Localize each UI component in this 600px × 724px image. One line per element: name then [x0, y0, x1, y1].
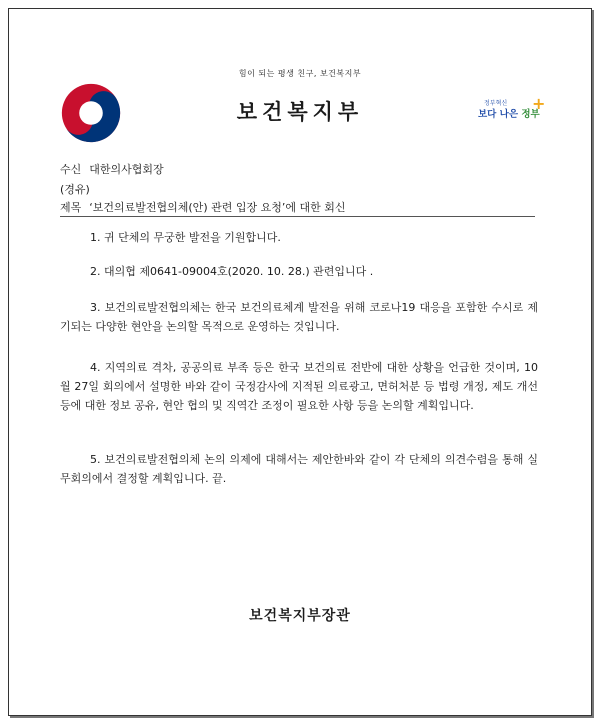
- subject-line: [60, 199, 345, 215]
- plus-icon: +: [532, 94, 546, 113]
- paragraph-4: 4. 지역의료 격차, 공공의료 부족 등은 한국 보건의료 전반에 대한 상황을 언급한 것이며, 10월 27일 회의에서 설명한 바와 같이 국정감사에 지적된 의료광고, 면허처분 등 법령 개정, 제도 개선 등에 대한 정보 공유, 현안 협의 및 직역간 조정이 필요한 사항 등을 논의할 계획입니다.: [60, 361, 538, 412]
- paragraph-5: 5. 보건의료발전협의체 논의 의제에 대해서는 제안한바와 같이 각 단체의 의견수렴을 통해 실무회의에서 결정할 계획입니다. 끝.: [60, 453, 538, 485]
- gov-slogan-main-part2: 정부: [521, 109, 540, 120]
- subject-value: ‘보건의료발전협의체(안) 관련 입장 요청’에 대한 회신: [89, 201, 346, 214]
- ministry-name: 보건복지부: [236, 100, 364, 124]
- via-line: (경유): [60, 183, 90, 196]
- subject-label: 제목: [60, 201, 82, 214]
- gov-slogan-main-part1: 보다 나은: [478, 109, 519, 120]
- signature: 보건복지부장관: [249, 608, 351, 624]
- paragraph-3: 3. 보건의료발전협의체는 한국 보건의료체계 발전을 위해 코로나19 대응을 포함한 수시로 제기되는 다양한 현안을 논의할 목적으로 운영하는 것입니다.: [60, 301, 538, 333]
- gov-slogan-main: [478, 106, 540, 120]
- paragraph-1: 1. 귀 단체의 무궁한 발전을 기원합니다.: [90, 231, 281, 244]
- recipient-line: [60, 161, 164, 177]
- paragraph-2: 2. 대의협 제0641-09004호(2020. 10. 28.) 관련입니다 .: [90, 265, 374, 278]
- gov-slogan-small: 정부혁신: [484, 100, 508, 107]
- recipient-label: 수신: [60, 163, 82, 176]
- letterhead-motto: 힘이 되는 평생 친구, 보건복지부: [238, 69, 362, 78]
- subject-divider: [60, 216, 535, 217]
- recipient-value: 대한의사협회장: [89, 163, 164, 176]
- gov-innovation-logo: [478, 94, 550, 132]
